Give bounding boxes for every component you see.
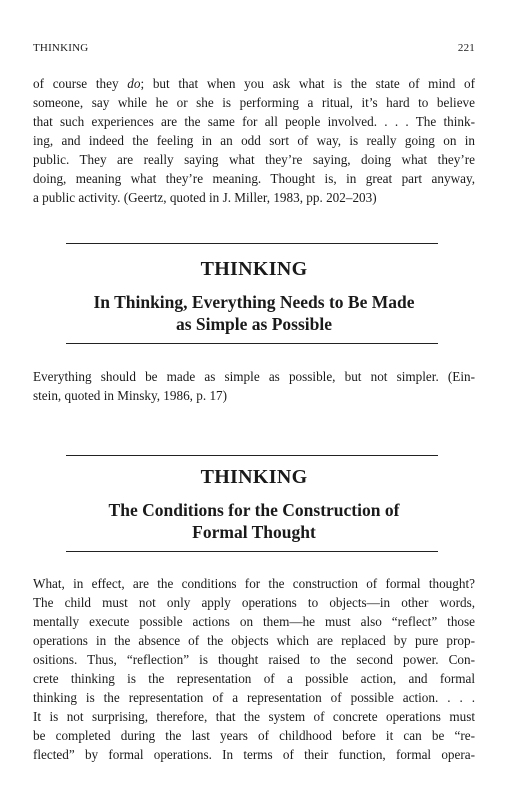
quote-line: someone, say while he or she is performing a ritual, it’s hard to believe [33, 95, 475, 110]
section-top-rule [66, 455, 438, 456]
body-line: thinking is the representation of a representation of possible action. . . . [33, 690, 475, 705]
subtitle-line: The Conditions for the Construction of [108, 500, 400, 520]
running-head-title: THINKING [33, 42, 89, 54]
quote-line: that such experiences are the same for all people involved. . . . The think- [33, 114, 475, 129]
section-heading: THINKING [200, 466, 308, 488]
section-subtitle [0, 499, 508, 543]
body-line: ositions. Thus, “reflection” is thought raised to the second power. Con- [33, 652, 475, 667]
section-body [33, 574, 475, 764]
section-bottom-rule [66, 551, 438, 552]
section-subtitle [0, 291, 508, 335]
quote-text: ; but that when you ask what is the state of mind of [140, 76, 475, 91]
body-line: operations in the absence of the objects which are replaced by pure prop- [33, 633, 475, 648]
quote-line: ing, and indeed the feeling in an odd sort of way, is really going on in [33, 133, 475, 148]
section-top-rule [66, 243, 438, 244]
subtitle-line: In Thinking, Everything Needs to Be Made [93, 292, 415, 312]
section-bottom-rule [66, 343, 438, 344]
body-line: The child must not only apply operations to objects—in other words, [33, 595, 475, 610]
subtitle-line: as Simple as Possible [175, 314, 333, 334]
quote-text: of course they [33, 76, 128, 91]
body-line: stein, quoted in Minsky, 1986, p. 17) [33, 388, 228, 403]
quote-line: a public activity. (Geertz, quoted in J. Miller, 1983, pp. 202–203) [33, 190, 377, 205]
page-number: 221 [457, 42, 475, 54]
body-line: be completed during the last years of childhood before it can be “re- [33, 728, 475, 743]
intro-quote [33, 74, 475, 207]
quote-line: public. They are really saying what they’re saying, doing what they’re [33, 152, 475, 167]
subtitle-line: Formal Thought [192, 522, 316, 542]
running-head [33, 42, 475, 56]
section-body [33, 367, 475, 405]
body-line: crete thinking is the representation of a possible action, and formal [33, 671, 475, 686]
body-line: mentally execute possible actions on them—he must also “reflect” those [33, 614, 475, 629]
body-line: flected” by formal operations. In terms of their function, formal opera- [33, 747, 475, 762]
body-line: What, in effect, are the conditions for the construction of formal thought? [33, 576, 475, 591]
body-line: It is not surprising, therefore, that the system of concrete operations must [33, 709, 475, 724]
quote-line: doing, meaning what they’re meaning. Thought is, in great part anyway, [33, 171, 475, 186]
quote-line [33, 74, 475, 93]
quote-italic-text: do [127, 76, 141, 91]
body-line: Everything should be made as simple as possible, but not simpler. (Ein- [33, 369, 475, 384]
section-heading: THINKING [200, 258, 308, 280]
